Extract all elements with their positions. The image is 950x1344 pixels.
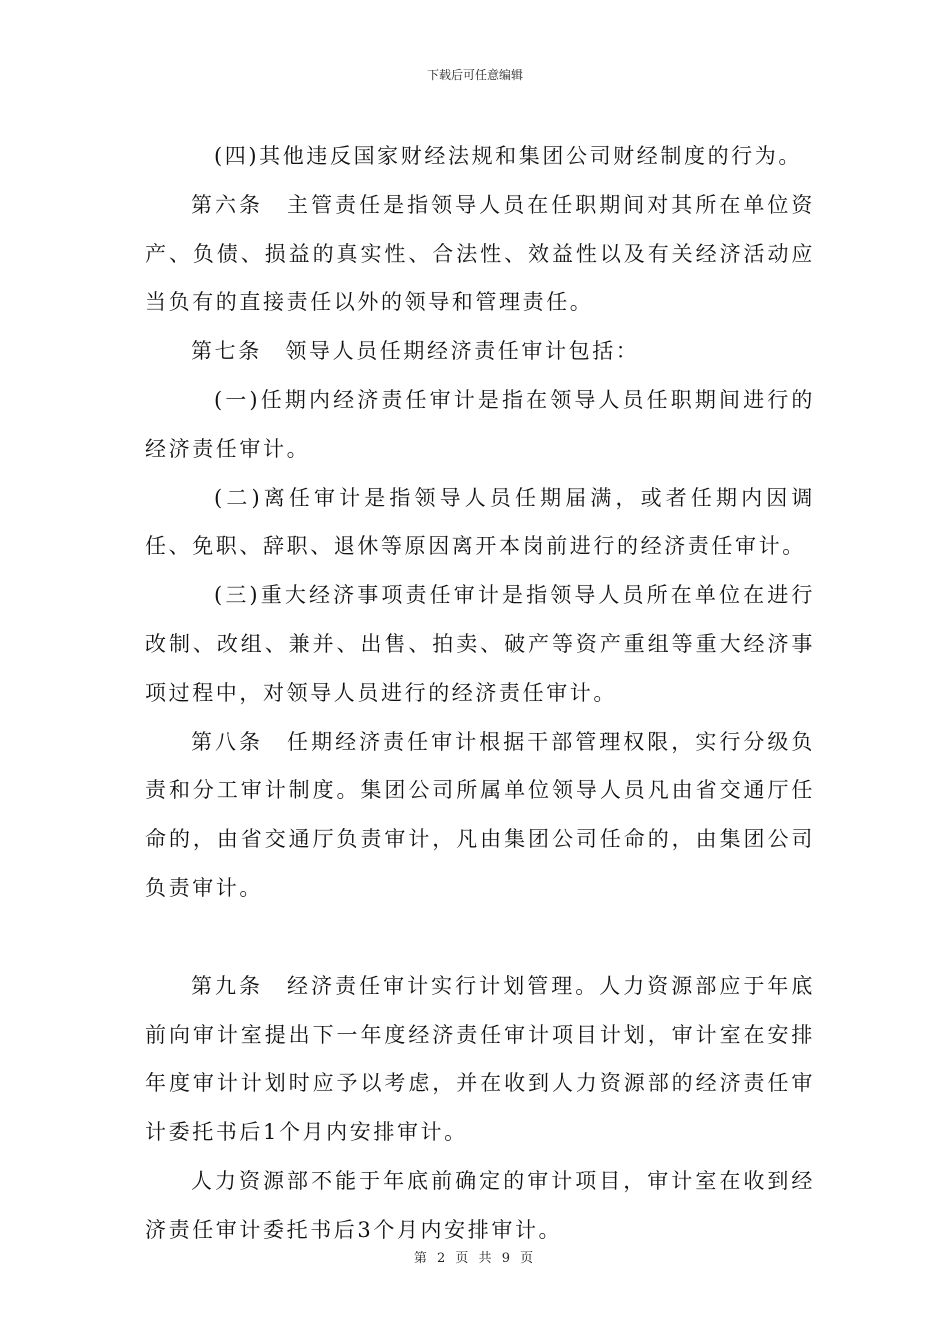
paragraph-gap <box>145 913 815 962</box>
paragraph-article-8: 第八条 任期经济责任审计根据干部管理权限，实行分级负责和分工审计制度。集团公司所属单位领导人员凡由省交通厅任命的，由省交通厅负责审计，凡由集团公司任命的，由集团公司负责审计。 <box>145 729 815 900</box>
paragraph-article-6: 第六条 主管责任是指领导人员在任职期间对其所在单位资产、负债、损益的真实性、合法性、效益性以及有关经济活动应当负有的直接责任以外的领导和管理责任。 <box>145 192 815 315</box>
paragraph-article-9: 第九条 经济责任审计实行计划管理。人力资源部应于年底前向审计室提出下一年度经济责任审计项目计划，审计室在安排年度审计计划时应予以考虑，并在收到人力资源部的经济责任审计委托书后1个月内安排审计。 <box>145 973 815 1145</box>
paragraph-article-7: 第七条 领导人员任期经济责任审计包括： <box>191 339 640 364</box>
page-number: 第 2 页 共 9 页 <box>413 1251 537 1266</box>
paragraph-item-4: (四)其他违反国家财经法规和集团公司财经制度的行为。 <box>214 144 802 168</box>
paragraph-item-1: (一)任期内经济责任审计是指在领导人员任职期间进行的经济责任审计。 <box>145 387 815 461</box>
page-header: 下载后可任意编辑 <box>426 68 523 82</box>
paragraph-item-2: (二)离任审计是指领导人员任期届满，或者任期内因调任、免职、辞职、退休等原因离开本岗前进行的经济责任审计。 <box>145 485 815 559</box>
paragraph-article-9-supplement: 人力资源部不能于年底前确定的审计项目，审计室在收到经济责任审计委托书后3个月内安排审计。 <box>145 1168 815 1242</box>
paragraph-item-3: (三)重大经济事项责任审计是指领导人员所在单位在进行改制、改组、兼并、出售、拍卖、破产等资产重组等重大经济事项过程中，对领导人员进行的经济责任审计。 <box>145 583 815 705</box>
document-body <box>145 132 815 1255</box>
